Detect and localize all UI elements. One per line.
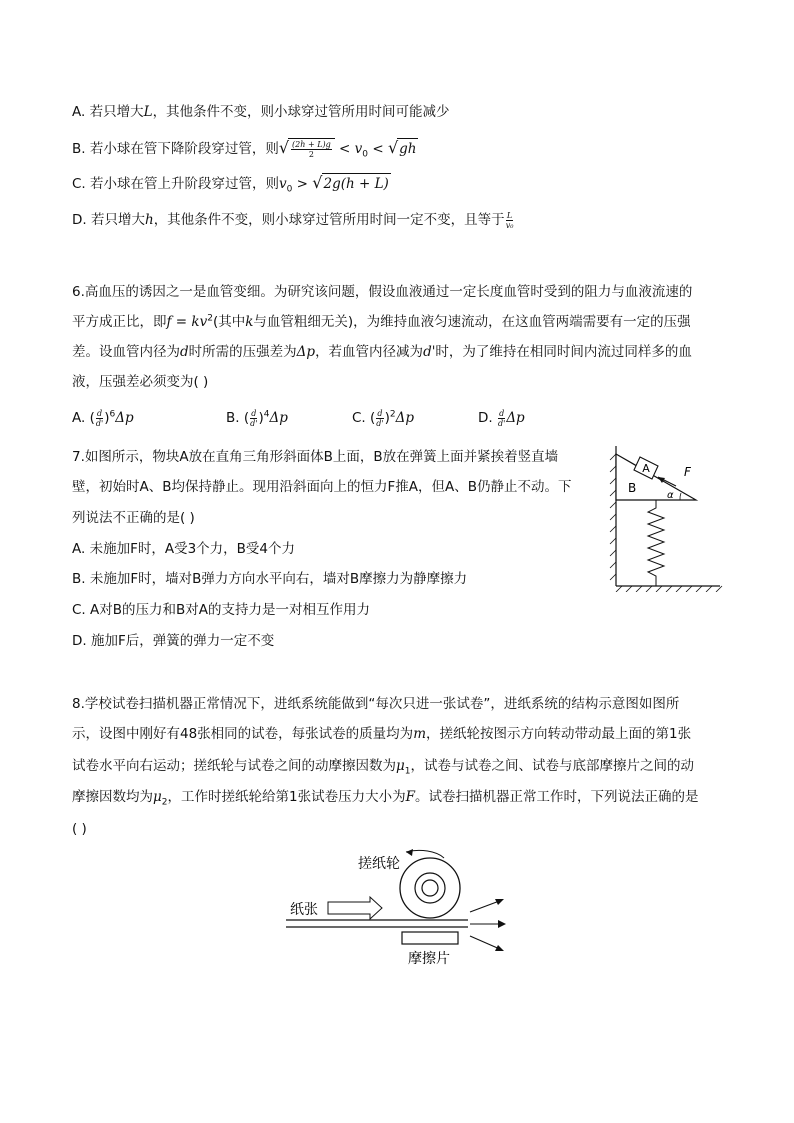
q6-line3 — [72, 342, 692, 362]
spring — [648, 500, 664, 586]
q8-l2d: 张 — [677, 726, 692, 742]
q6-d-den: d' — [497, 418, 506, 428]
q6-l2a: 平方成正比，即 — [72, 314, 167, 330]
q6-d2: d' — [423, 344, 436, 360]
q6-line1: 6.高血压的诱因之一是血管变细。为研究该问题，假设血液通过一定长度血管时受到的阻力与血液流速的 — [72, 284, 693, 300]
label-f: F — [684, 465, 691, 479]
q6-a-den: d' — [95, 418, 104, 428]
q6-b-num: d — [251, 408, 257, 418]
label-roller: 搓纸轮 — [358, 856, 400, 872]
q8-paper-feed-figure — [280, 838, 520, 968]
q6-line2 — [72, 312, 691, 332]
q8-n: 48 — [180, 726, 198, 742]
q6-l3c: ，若血管内径减为 — [315, 344, 424, 360]
sqrt-sign: √ — [312, 173, 323, 192]
q7-line2: 壁，初始时A、B均保持静止。现用沿斜面向上的恒力F推A，但A、B仍静止不动。下 — [72, 479, 572, 495]
q6-d-dp: Δp — [506, 410, 525, 426]
q5-b-sqrt2: gh — [397, 138, 418, 159]
q6-b-label: B. — [226, 410, 244, 426]
q8-l3b: ，试卷与试卷之间、试卷与底部摩擦片之间的动 — [410, 758, 695, 774]
q6-a-dp: Δp — [115, 410, 134, 426]
floor-hatch — [616, 586, 722, 592]
q6-option-c[interactable]: C. ( $\frac{d}{d'}$ )$^2$Δp — [352, 408, 415, 428]
q5-c-v-sub: 0 — [286, 184, 293, 195]
q8-l4c: 张试卷压力大小为 — [297, 789, 406, 805]
rotation-arrowhead-icon — [406, 849, 413, 856]
q8-l4d: 。试卷扫描机器正常工作时，下列说法正确的是 — [414, 789, 699, 805]
arrowhead-right-icon — [498, 920, 506, 928]
q5-b-prefix: B. 若小球在管下降阶段穿过管，则 — [72, 141, 279, 157]
q6-l2c: 与血管粗细无关)，为维持血液匀速流动，在这血管两端需要有一定的压强 — [253, 314, 691, 330]
q8-l4a: 摩擦因数均为 — [72, 789, 153, 805]
q6-option-d[interactable] — [478, 408, 525, 428]
sqrt-sign: √ — [278, 138, 290, 157]
q6-option-b[interactable]: B. ( $\frac{d}{d'}$ )$^4$Δp — [226, 408, 288, 428]
q5-d-frac-den: v₀ — [505, 220, 514, 230]
q7-incline-spring-figure — [600, 440, 730, 592]
q6-l3d: 时，为了维持在相同时间内流过同样多的血 — [435, 344, 692, 360]
q6-c-label: C. — [352, 410, 371, 426]
q5-a-prefix: A. 若只增大 — [72, 104, 144, 120]
q6-line4: 液，压强差必须变为( ) — [72, 374, 209, 390]
q6-c-dp: Δp — [395, 410, 415, 426]
q5-d-var: h — [144, 212, 154, 228]
label-alpha: α — [667, 490, 674, 501]
q6-b-dp: Δp — [269, 410, 288, 426]
q5-option-a[interactable] — [72, 102, 450, 122]
q7-line1: 7.如图所示，物块A放在直角三角形斜面体B上面，B放在弹簧上面并紧挨着竖直墙 — [72, 449, 559, 465]
q5-d-prefix: D. 若只增大 — [72, 212, 145, 228]
q5-b-frac-num: (2h + L)g — [292, 140, 331, 149]
q7-line3: 列说法不正确的是( ) — [72, 510, 195, 526]
q6-formula: f = kv — [166, 314, 208, 330]
q5-d-text: ，其他条件不变，则小球穿过管所用时间一定不变，且等于 — [153, 212, 505, 228]
q6-l3b: 时所需的压强差为 — [188, 344, 297, 360]
q6-a-num: d — [96, 408, 103, 418]
q7-option-a[interactable]: A. 未施加F时，A受3个力，B受4个力 — [72, 541, 296, 557]
q8-line5: ( ) — [72, 821, 87, 837]
q6-l3a: 差。设血管内径为 — [72, 344, 180, 360]
roller-outer — [400, 858, 460, 918]
q7-option-c[interactable]: C. A对B的压力和B对A的支持力是一对相互作用力 — [72, 602, 371, 618]
q5-d-frac-num: L — [506, 210, 513, 220]
friction-pad — [402, 932, 458, 944]
q5-c-prefix: C. 若小球在管上升阶段穿过管，则 — [72, 176, 280, 192]
q6-d-num: d — [499, 408, 505, 418]
q8-line2 — [72, 724, 691, 744]
q5-a-var: L — [143, 104, 153, 120]
q6-d: d — [180, 344, 189, 360]
q8-l4b: ，工作时搓纸轮给第 — [167, 789, 290, 805]
q5-b-mid-sub: 0 — [362, 149, 369, 160]
q8-mu1: μ — [396, 758, 405, 774]
q6-c-exp: 2 — [389, 409, 396, 420]
q6-a-label: A. — [72, 410, 90, 426]
label-a: A — [642, 462, 650, 475]
q8-f: F — [405, 789, 415, 805]
label-paper: 纸张 — [290, 902, 318, 918]
q6-a-exp: 6 — [109, 409, 116, 420]
q8-l2c: ，搓纸轮按图示方向转动带动最上面的第 — [426, 726, 669, 742]
q8-one2: 1 — [289, 789, 298, 805]
q5-c-gt: > — [292, 176, 313, 192]
q6-formula-sup: 2 — [207, 313, 213, 324]
q5-option-b[interactable] — [72, 138, 418, 159]
q6-d-label: D. — [478, 410, 497, 426]
label-pad: 摩擦片 — [408, 951, 450, 967]
q7-option-b[interactable]: B. 未施加F时，墙对B弹力方向水平向右，墙对B摩擦力为静摩擦力 — [72, 571, 468, 587]
q8-m: m — [413, 726, 426, 742]
paper-direction-arrow-icon — [328, 897, 382, 919]
q7-option-d[interactable]: D. 施加F后，弹簧的弹力一定不变 — [72, 633, 275, 649]
q8-mu2-sub: 2 — [161, 797, 168, 808]
label-b: B — [628, 481, 637, 495]
q6-option-a[interactable]: A. ( $\frac{d}{d'}$ )$^6$Δp — [72, 408, 134, 428]
q8-l2b: 张相同的试卷，每张试卷的质量均为 — [197, 726, 414, 742]
q5-b-mid: < v — [334, 141, 363, 157]
q8-line4 — [72, 787, 698, 807]
q5-option-d[interactable] — [72, 210, 514, 230]
q8-l2a: 示，设图中刚好有 — [72, 726, 180, 742]
sqrt-sign: √ — [387, 138, 399, 157]
q5-b-tail: < — [368, 141, 388, 157]
q6-b-den: d' — [250, 418, 258, 428]
wall-hatch — [610, 454, 616, 580]
q8-one: 1 — [669, 726, 678, 742]
q8-mu2: μ — [153, 789, 162, 805]
q6-k: k — [245, 314, 254, 330]
q6-c-num: d — [377, 408, 383, 418]
q8-line1: 8.学校试卷扫描机器正常情况下，进纸系统能做到“每次只进一张试卷”，进纸系统的结构示意图如图所 — [72, 696, 680, 712]
q8-mu1-sub: 1 — [404, 766, 411, 777]
q5-b-frac-den: 2 — [308, 150, 314, 159]
q5-option-c[interactable] — [72, 173, 391, 194]
q5-a-text: ，其他条件不变，则小球穿过管所用时间可能减少 — [152, 104, 450, 120]
q6-b-exp: 4 — [263, 409, 270, 420]
q8-l3a: 试卷水平向右运动；搓纸轮与试卷之间的动摩擦因数为 — [72, 758, 396, 774]
q8-line3 — [72, 756, 694, 776]
q6-l2b: (其中 — [212, 314, 246, 330]
q5-c-sqrt: 2g(h + L) — [322, 173, 391, 194]
q5-c-v: v — [279, 176, 287, 192]
q6-c-den: d' — [376, 418, 384, 428]
q6-dp: Δp — [296, 344, 316, 360]
